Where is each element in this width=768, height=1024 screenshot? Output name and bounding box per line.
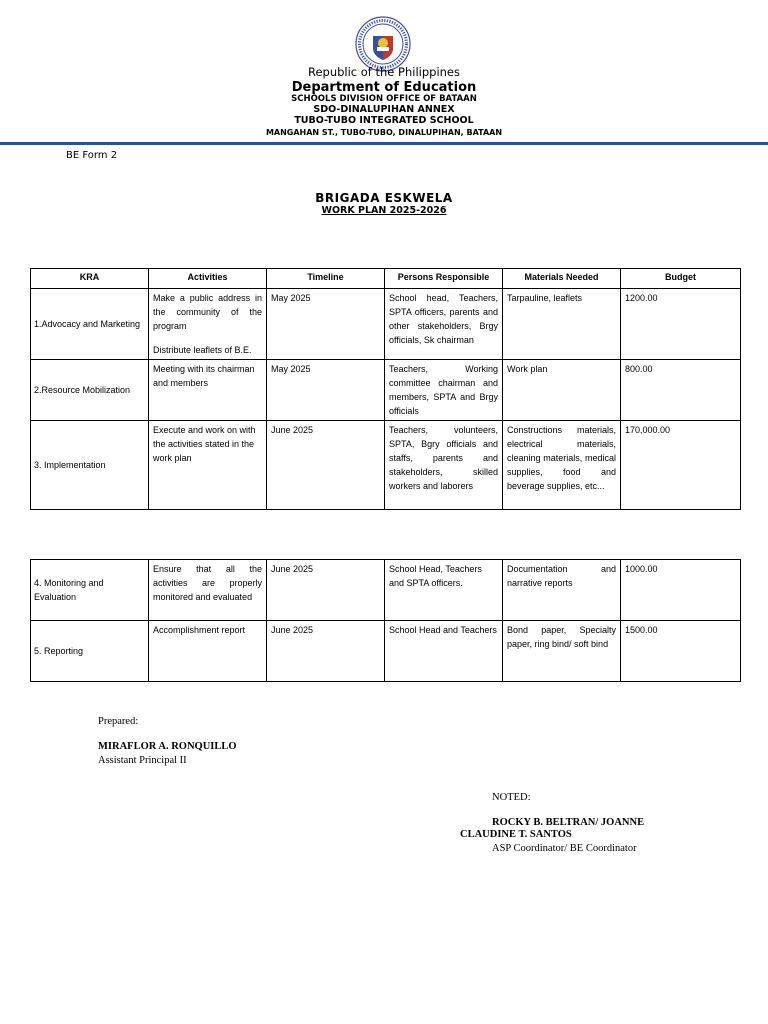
noted-position: ASP Coordinator/ BE Coordinator [492, 843, 637, 854]
cell-budget: 1200.00 [621, 289, 741, 360]
subtitle-text: WORK PLAN 2025-2026 [321, 205, 447, 216]
prepared-name: MIRAFLOR A. RONQUILLO [98, 741, 237, 752]
cell-kra: 2.Resource Mobilization [31, 360, 149, 421]
cell-persons: School head, Teachers, SPTA officers, parents and other stakeholders, Brgy officials, Sk chairman [385, 289, 503, 360]
cell-timeline: June 2025 [267, 560, 385, 621]
table-row [31, 621, 741, 682]
col-header-persons: Persons Responsible [385, 269, 503, 289]
cell-budget: 800.00 [621, 360, 741, 421]
cell-persons: School Head and Teachers [385, 621, 503, 682]
work-plan-table-continued [30, 559, 741, 682]
cell-materials: Work plan [503, 360, 621, 421]
table-row [31, 421, 741, 510]
header-department: Department of Education [291, 80, 477, 95]
col-header-kra: KRA [31, 269, 149, 289]
cell-timeline: May 2025 [267, 289, 385, 360]
activity-text: Make a public address in the community of the program [153, 293, 262, 331]
cell-activities: Accomplishment report [149, 621, 267, 682]
activity-text-2: Distribute leaflets of B.E. [153, 345, 252, 355]
cell-budget: 170,000.00 [621, 421, 741, 510]
header-school: TUBO-TUBO INTEGRATED SCHOOL [294, 115, 474, 126]
table-row [31, 289, 741, 360]
cell-kra: 4. Monitoring and Evaluation [31, 560, 149, 621]
cell-materials: Tarpauline, leaflets [503, 289, 621, 360]
work-plan-table [30, 268, 741, 510]
noted-name-line1: ROCKY B. BELTRAN/ JOANNE [492, 817, 645, 828]
cell-kra: 1.Advocacy and Marketing [31, 289, 149, 360]
deped-seal-icon [355, 16, 411, 72]
table-row [31, 360, 741, 421]
header-republic: Republic of the Philippines [307, 65, 461, 79]
cell-budget: 1000.00 [621, 560, 741, 621]
header-divider [0, 142, 768, 145]
cell-kra: 3. Implementation [31, 421, 149, 510]
cell-persons: School Head, Teachers and SPTA officers. [385, 560, 503, 621]
cell-budget: 1500.00 [621, 621, 741, 682]
cell-persons: Teachers, Working committee chairman and members, SPTA and Brgy officials [385, 360, 503, 421]
document-title: BRIGADA ESKWELA [315, 191, 453, 205]
header-address: MANGAHAN ST., TUBO-TUBO, DINALUPIHAN, BATAAN [265, 128, 503, 137]
cell-timeline: June 2025 [267, 621, 385, 682]
prepared-position: Assistant Principal II [98, 755, 187, 766]
document-subtitle [0, 205, 768, 216]
cell-materials: Documentation and narrative reports [503, 560, 621, 621]
cell-persons: Teachers, volunteers, SPTA, Bgry officials and staffs, parents and stakeholders, skilled workers and laborers [385, 421, 503, 510]
cell-activities: Meeting with its chairman and members [149, 360, 267, 421]
cell-timeline: June 2025 [267, 421, 385, 510]
cell-materials: Constructions materials, electrical materials, cleaning materials, medical supplies, food and beverage supplies, etc... [503, 421, 621, 510]
prepared-label: Prepared: [98, 716, 139, 727]
cell-materials: Bond paper, Specialty paper, ring bind/ soft bind [503, 621, 621, 682]
header-annex: SDO-DINALUPIHAN ANNEX [313, 104, 455, 115]
table-header-row [31, 269, 741, 289]
cell-kra: 5. Reporting [31, 621, 149, 682]
noted-label: NOTED: [492, 792, 531, 803]
col-header-budget: Budget [621, 269, 741, 289]
cell-activities [149, 289, 267, 360]
col-header-timeline: Timeline [267, 269, 385, 289]
cell-activities: Execute and work on with the activities stated in the work plan [149, 421, 267, 510]
form-label: BE Form 2 [66, 150, 118, 161]
header-division: SCHOOLS DIVISION OFFICE OF BATAAN [291, 94, 477, 104]
cell-activities: Ensure that all the activities are properly monitored and evaluated [149, 560, 267, 621]
col-header-activities: Activities [149, 269, 267, 289]
table-row [31, 560, 741, 621]
noted-name-line2: CLAUDINE T. SANTOS [460, 829, 572, 840]
cell-timeline: May 2025 [267, 360, 385, 421]
col-header-materials: Materials Needed [503, 269, 621, 289]
